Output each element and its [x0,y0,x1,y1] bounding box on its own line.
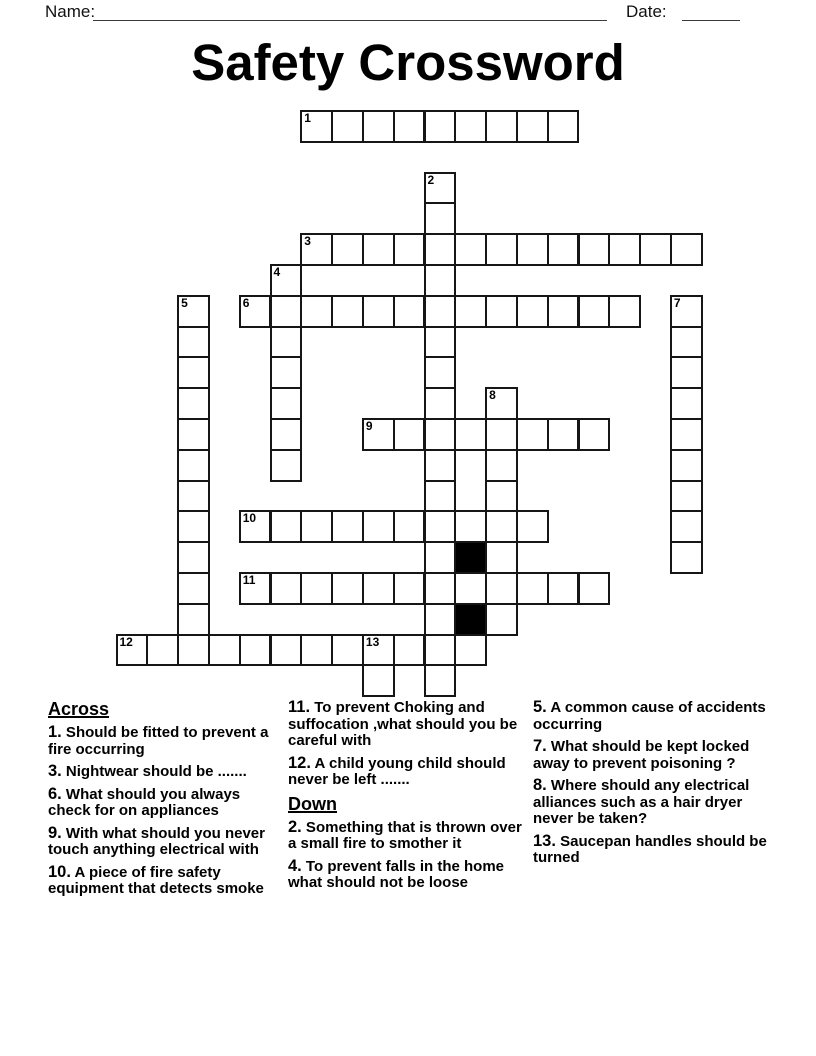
grid-cell[interactable] [547,295,580,328]
clue-number: 7. [533,737,547,755]
grid-cell[interactable] [177,449,210,482]
grid-cell[interactable] [516,295,549,328]
grid-cell[interactable] [485,387,518,420]
clues-column-down [533,699,776,872]
clue [48,786,281,820]
grid-cell[interactable] [270,510,303,543]
grid-cell[interactable] [670,541,703,574]
clue-text: A common cause of accidents occurring [533,699,766,733]
grid-cell[interactable] [454,572,487,605]
grid-cell[interactable] [270,387,303,420]
clue [288,819,531,853]
grid-cell[interactable] [485,510,518,543]
clues-column-middle [288,699,531,897]
grid-cell[interactable] [331,510,364,543]
grid-cell[interactable] [270,634,303,667]
cell-number: 11 [242,573,256,587]
clue-text: What should you always check for on appliances [48,785,241,819]
grid-cell[interactable] [485,110,518,143]
grid-cell[interactable] [424,387,457,420]
cell-number: 8 [489,388,496,403]
clue-text: What should be kept locked away to prevent poisoning ? [533,738,750,772]
grid-cell[interactable] [239,510,272,543]
grid-cell[interactable] [300,233,333,266]
black-cell [454,603,487,636]
grid-cell[interactable] [424,233,457,266]
grid-cell[interactable] [424,603,457,636]
grid-cell[interactable] [270,326,303,359]
cell-number: 10 [242,511,257,526]
grid-cell[interactable] [516,418,549,451]
grid-cell[interactable] [547,418,580,451]
grid-cell[interactable] [177,510,210,543]
clue-number: 11. [288,698,311,716]
grid-cell[interactable] [578,418,611,451]
page-title: Safety Crossword [191,34,625,91]
grid-cell[interactable] [270,264,303,297]
grid-cell[interactable] [485,233,518,266]
grid-cell[interactable] [424,664,457,697]
clue-number: 12. [288,753,311,772]
clue-text: With what should you never touch anything electrical with [48,824,265,858]
grid-cell[interactable] [516,572,549,605]
grid-cell[interactable] [424,634,457,667]
clue-number: 5. [533,698,547,716]
grid-cell[interactable] [485,541,518,574]
grid-cell[interactable] [270,295,303,328]
cell-number: 4 [273,265,281,279]
grid-cell[interactable] [393,634,426,667]
grid-cell[interactable] [670,233,703,266]
grid-cell[interactable] [424,202,457,235]
cell-number: 12 [119,634,133,649]
clue-text: Something that is thrown over a small fire to smother it [288,818,522,852]
grid-cell[interactable] [424,480,457,513]
clue-number: 1. [48,723,62,741]
grid-cell[interactable] [424,449,457,482]
clue [533,833,776,867]
clue [288,755,531,789]
grid-cell[interactable] [270,418,303,451]
name-label: Name: [45,2,96,21]
grid-cell[interactable] [485,572,518,605]
grid-cell[interactable] [424,356,457,389]
grid-cell[interactable] [485,418,518,451]
clue [288,699,531,750]
grid-cell[interactable] [331,233,364,266]
grid-cell[interactable] [516,233,549,266]
cell-number: 2 [427,172,435,187]
clue [48,763,281,781]
grid-cell[interactable] [578,572,611,605]
grid-cell[interactable] [516,510,549,543]
grid-cell[interactable] [670,480,703,513]
date-label: Date: [626,2,667,21]
grid-cell[interactable] [454,418,487,451]
grid-cell[interactable] [362,664,395,697]
grid-cell[interactable] [177,295,210,328]
grid-cell[interactable] [578,233,611,266]
grid-cell[interactable] [578,295,611,328]
grid-cell[interactable] [177,418,210,451]
clue [533,738,776,772]
grid-cell[interactable] [239,634,272,667]
grid-cell[interactable] [331,572,364,605]
grid-cell[interactable] [424,295,457,328]
grid-cell[interactable] [454,634,487,667]
grid-cell[interactable] [362,634,395,667]
grid-cell[interactable] [454,510,487,543]
grid-cell[interactable] [362,110,395,143]
clue-number: 8. [533,776,547,794]
grid-cell[interactable] [424,110,457,143]
cell-number: 6 [242,295,250,310]
grid-cell[interactable] [208,634,241,667]
clue-text: Should be fitted to prevent a fire occurring [48,724,269,758]
grid-cell[interactable] [670,510,703,543]
grid-cell[interactable] [270,572,303,605]
grid-cell[interactable] [454,295,487,328]
grid-cell[interactable] [177,326,210,359]
clue-number: 10. [48,862,71,881]
grid-cell[interactable] [331,295,364,328]
grid-cell[interactable] [146,634,179,667]
clue-number: 9. [48,823,62,842]
grid-cell[interactable] [270,449,303,482]
clue [48,825,281,859]
clue [533,777,776,828]
grid-cell[interactable] [485,603,518,636]
grid-cell[interactable] [424,418,457,451]
grid-cell[interactable] [424,326,457,359]
grid-cell[interactable] [177,541,210,574]
clue-text: Saucepan handles should be turned [533,832,767,866]
grid-cell[interactable] [639,233,672,266]
clues-heading-across: Across [48,699,110,719]
grid-cell[interactable] [670,387,703,420]
grid-cell[interactable] [331,634,364,667]
grid-cell[interactable] [362,418,395,451]
grid-cell[interactable] [485,480,518,513]
grid-cell[interactable] [362,510,395,543]
grid-cell[interactable] [177,634,210,667]
grid-cell[interactable] [393,295,426,328]
grid-cell[interactable] [547,233,580,266]
cell-number: 1 [304,111,311,125]
grid-cell[interactable] [670,449,703,482]
clues-heading-down: Down [288,793,337,814]
clue-number: 4. [288,856,302,875]
grid-cell[interactable] [608,233,641,266]
clue-number: 2. [288,817,302,836]
grid-cell[interactable] [547,572,580,605]
clue-text: Nightwear should be ....... [61,763,247,780]
grid-cell[interactable] [670,326,703,359]
clue-text: A piece of fire safety equipment that detects smoke [48,863,264,897]
clue-number: 3. [48,762,62,780]
grid-cell[interactable] [177,572,210,605]
clue-number: 6. [48,784,62,803]
grid-cell[interactable] [424,572,457,605]
black-cell [454,541,487,574]
cell-number: 5 [181,295,188,310]
grid-cell[interactable] [270,356,303,389]
grid-cell[interactable] [177,356,210,389]
grid-cell[interactable] [454,233,487,266]
grid-cell[interactable] [177,603,210,636]
clue-number: 13. [533,831,556,850]
grid-cell[interactable] [239,572,272,605]
cell-number: 3 [304,234,311,249]
grid-cell[interactable] [393,572,426,605]
grid-cell[interactable] [485,295,518,328]
grid-cell[interactable] [424,510,457,543]
grid-cell[interactable] [177,480,210,513]
grid-cell[interactable] [362,233,395,266]
clue-text: Where should any electrical alliances such as a hair dryer never be taken? [533,777,750,827]
grid-cell[interactable] [116,634,149,667]
grid-cell[interactable] [300,110,333,143]
grid-cell[interactable] [608,295,641,328]
clue-text: To prevent Choking and suffocation ,what should you be careful with [288,699,518,749]
grid-cell[interactable] [454,110,487,143]
grid-cell[interactable] [300,572,333,605]
grid-cell[interactable] [547,110,580,143]
clue [48,864,281,898]
grid-cell[interactable] [485,449,518,482]
grid-cell[interactable] [393,233,426,266]
grid-cell[interactable] [670,295,703,328]
cell-number: 9 [365,419,373,433]
grid-cell[interactable] [424,541,457,574]
grid-cell[interactable] [424,172,457,205]
grid-cell[interactable] [670,356,703,389]
cell-number: 7 [673,295,681,310]
grid-cell[interactable] [177,387,210,420]
grid-cell[interactable] [300,510,333,543]
clue [288,858,531,892]
grid-cell[interactable] [393,510,426,543]
clues-column-across [48,699,281,903]
clue [48,724,281,758]
grid-cell[interactable] [516,110,549,143]
grid-cell[interactable] [393,110,426,143]
clue-text: To prevent falls in the home what should not be loose [288,857,505,891]
clue-text: A child young child should never be left ....... [288,754,506,788]
grid-cell[interactable] [239,295,272,328]
grid-cell[interactable] [670,418,703,451]
clue [533,699,776,733]
grid-cell[interactable] [331,110,364,143]
grid-cell[interactable] [300,295,333,328]
grid-cell[interactable] [362,295,395,328]
grid-cell[interactable] [362,572,395,605]
grid-cell[interactable] [424,264,457,297]
cell-number: 13 [365,634,380,649]
grid-cell[interactable] [393,418,426,451]
grid-cell[interactable] [300,634,333,667]
